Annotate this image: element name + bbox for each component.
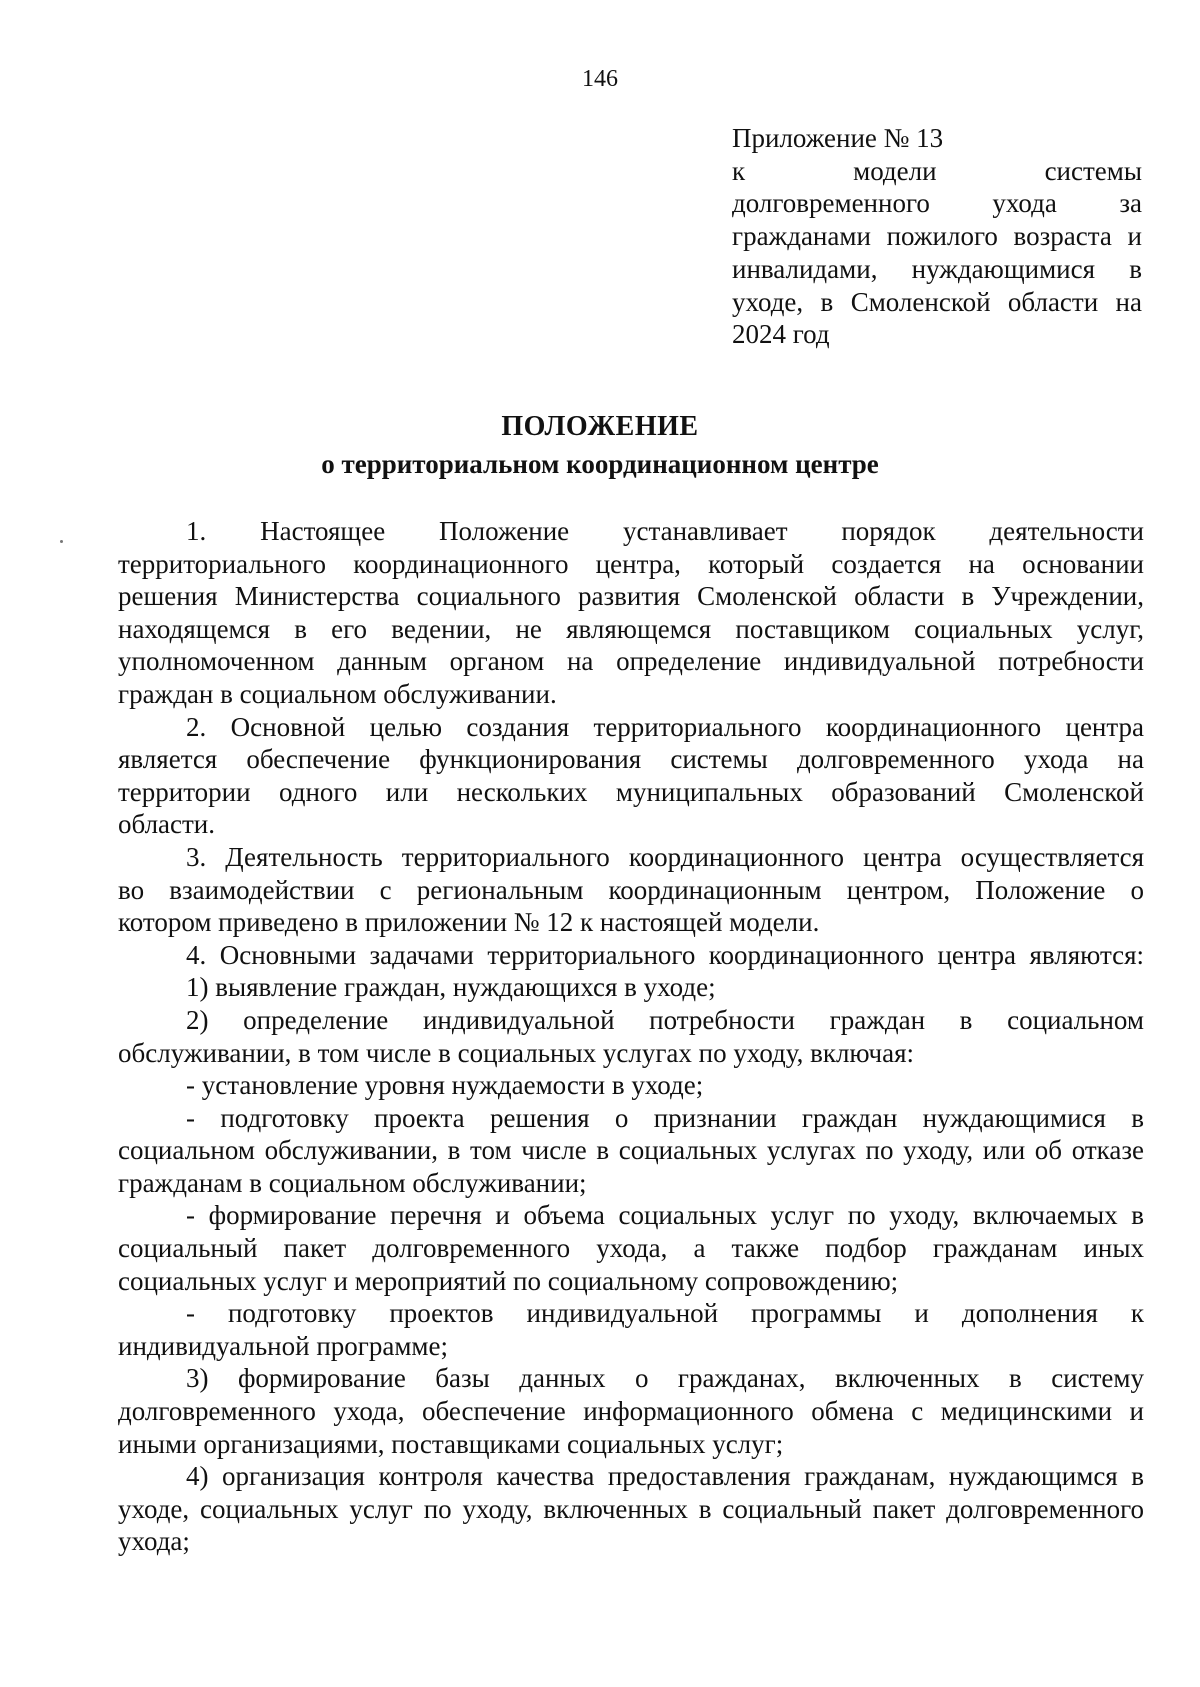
body-line: решения Министерства социального развития Смоленской области в Учреждении, [118, 581, 1144, 612]
body-line: 2. Основной целью создания территориального координационного центра [186, 711, 1144, 742]
body-line: территориального координационного центра, который создается на основании [118, 548, 1144, 579]
body-line: - подготовку проектов индивидуальной программы и дополнения к [186, 1298, 1144, 1329]
body-line: - подготовку проекта решения о признании граждан нуждающимися в [186, 1102, 1144, 1133]
body-line: 1. Настоящее Положение устанавливает порядок деятельности [186, 516, 1144, 546]
body-line: социальных услуг и мероприятий по социальному сопровождению; [118, 1265, 899, 1296]
body-line: 3) формирование базы данных о гражданах, включенных в систему [186, 1363, 1144, 1394]
document-subtitle: о территориальном координационном центре [321, 449, 879, 479]
appendix-line: инвалидами, нуждающимися в [732, 253, 1142, 284]
document-title: ПОЛОЖЕНИЕ [501, 411, 699, 442]
body-line: 3. Деятельность территориального координационного центра осуществляется [186, 841, 1144, 872]
body-line: долговременного ухода, обеспечение информационного обмена с медицинскими и [118, 1396, 1144, 1427]
document-body [118, 515, 1144, 1558]
body-line: области. [118, 809, 216, 840]
body-line: гражданам в социальном обслуживании; [118, 1167, 587, 1198]
body-line: находящемся в его ведении, не являющемся поставщиком социальных услуг, [118, 613, 1144, 644]
appendix-line: 2024 год [732, 319, 830, 350]
body-line: индивидуальной программе; [118, 1330, 448, 1361]
body-line: ухода; [118, 1526, 190, 1557]
appendix-line: Приложение № 13 [732, 123, 944, 153]
body-line: обслуживании, в том числе в социальных услугах по уходу, включая: [118, 1037, 915, 1068]
body-line: 2) определение индивидуальной потребности граждан в социальном [186, 1004, 1144, 1035]
body-line: уполномоченном данным органом на определение индивидуальной потребности [118, 646, 1144, 677]
body-line: 4) организация контроля качества предоставления гражданам, нуждающимся в [186, 1461, 1144, 1492]
body-line: - установление уровня нуждаемости в уходе; [186, 1070, 704, 1101]
body-line: - формирование перечня и объема социальных услуг по уходу, включаемых в [186, 1200, 1144, 1231]
body-line: уходе, социальных услуг по уходу, включенных в социальный пакет долговременного [118, 1493, 1144, 1524]
body-line: является обеспечение функционирования системы долговременного ухода на [118, 744, 1144, 775]
body-line: граждан в социальном обслуживании. [118, 678, 557, 709]
appendix-header [732, 122, 1142, 351]
body-line: социальный пакет долговременного ухода, а также подбор гражданам иных [118, 1233, 1144, 1264]
body-line: территории одного или нескольких муниципальных образований Смоленской [118, 776, 1144, 807]
appendix-line: долговременного ухода за [732, 188, 1142, 219]
appendix-line: к модели системы [732, 155, 1142, 186]
body-line: во взаимодействии с региональным координационным центром, Положение о [118, 874, 1144, 905]
body-line: иными организациями, поставщиками социальных услуг; [118, 1428, 784, 1459]
body-line: социальном обслуживании, в том числе в социальных услугах по уходу, или об отказе [118, 1135, 1144, 1166]
page-number: 146 [582, 66, 618, 92]
scan-speck [60, 540, 63, 543]
appendix-line: уходе, в Смоленской области на [732, 286, 1142, 317]
appendix-line: гражданами пожилого возраста и [732, 221, 1142, 252]
body-line: 1) выявление граждан, нуждающихся в уходе; [186, 972, 716, 1003]
body-line: 4. Основными задачами территориального координационного центра являются: [186, 939, 1144, 970]
body-line: котором приведено в приложении № 12 к настоящей модели. [118, 907, 820, 938]
